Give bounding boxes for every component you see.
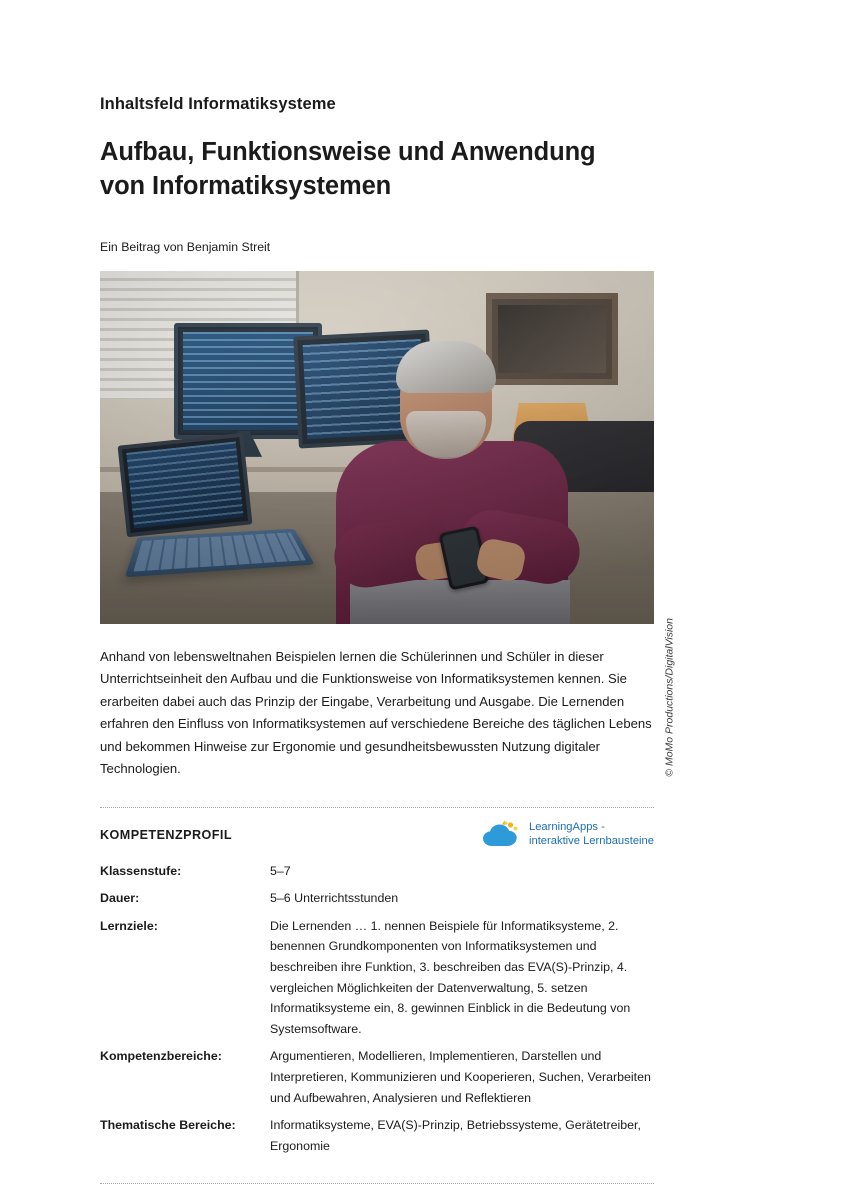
image-credit: © MoMo Productions/DigitalVision [664, 617, 676, 777]
divider-top [100, 807, 654, 808]
logo-line-2: interaktive Lernbausteine [528, 835, 654, 848]
author-byline: Ein Beitrag von Benjamin Streit [100, 239, 271, 254]
competence-profile-header [100, 820, 654, 849]
row-label: Dauer: [100, 891, 140, 906]
learningapps-logo [480, 820, 654, 849]
competence-profile-table [100, 861, 654, 1164]
page-title: Aufbau, Funktionsweise und Anwendung von Informatiksystemen [100, 138, 596, 200]
competence-profile-heading: KOMPETENZPROFIL [100, 827, 232, 842]
intro-paragraph: Anhand von lebensweltnahen Beispielen lernen die Schülerinnen und Schüler in dieser Unterrichtseinheit den Aufbau und die Funktionsweise von Informatiksystemen kennen. Sie erarbeiten dabei auch das Prinzip der Eingabe, Verarbeitung und Ausgabe. Die Lernenden erfahren den Einfluss von Informatiksystemen auf verschiedene Bereiche des täglichen Lebens und bekommen Hinweise zur Ergonomie und gesundheitsbewussten Nutzung digitaler Technologien. [100, 648, 652, 777]
row-value: 5–7 [270, 863, 291, 878]
divider-bottom [100, 1183, 654, 1184]
row-label: Thematische Bereiche: [100, 1118, 236, 1133]
table-row [100, 861, 654, 889]
row-value: 5–6 Unterrichtsstunden [270, 891, 399, 906]
row-value: Argumentieren, Modellieren, Implementieren, Darstellen und Interpretieren, Kommunizieren und Kooperieren, Suchen, Verarbeiten und Aufbewahren, Analysieren und Reflektieren [270, 1049, 651, 1105]
row-value: Die Lernenden … 1. nennen Beispiele für Informatiksysteme, 2. benennen Grundkomponenten von Informatiksystemen und beschreiben ihre Funktion, 3. beschreiben das EVA(S)-Prinzip, 4. vergleichen Möglichkeiten der Datenverwaltung, 5. setzen Informatiksysteme ein, 8. gewinnen Einblick in die Bedeutung von Systemsoftware. [270, 918, 631, 1036]
table-row [100, 1046, 654, 1115]
row-label: Klassenstufe: [100, 863, 182, 878]
hero-photo [100, 271, 654, 624]
row-label: Kompetenzbereiche: [100, 1049, 222, 1064]
row-label: Lernziele: [100, 918, 158, 933]
page-kicker: Inhaltsfeld Informatiksysteme [100, 95, 336, 113]
row-value: Informatiksysteme, EVA(S)-Prinzip, Betriebssysteme, Gerätetreiber, Ergonomie [270, 1118, 641, 1153]
cloud-icon [480, 820, 524, 848]
learningapps-wordmark [529, 820, 654, 849]
table-row [100, 888, 654, 916]
table-row [100, 1115, 654, 1163]
logo-line-1: LearningApps - [528, 820, 605, 833]
table-row [100, 916, 654, 1047]
